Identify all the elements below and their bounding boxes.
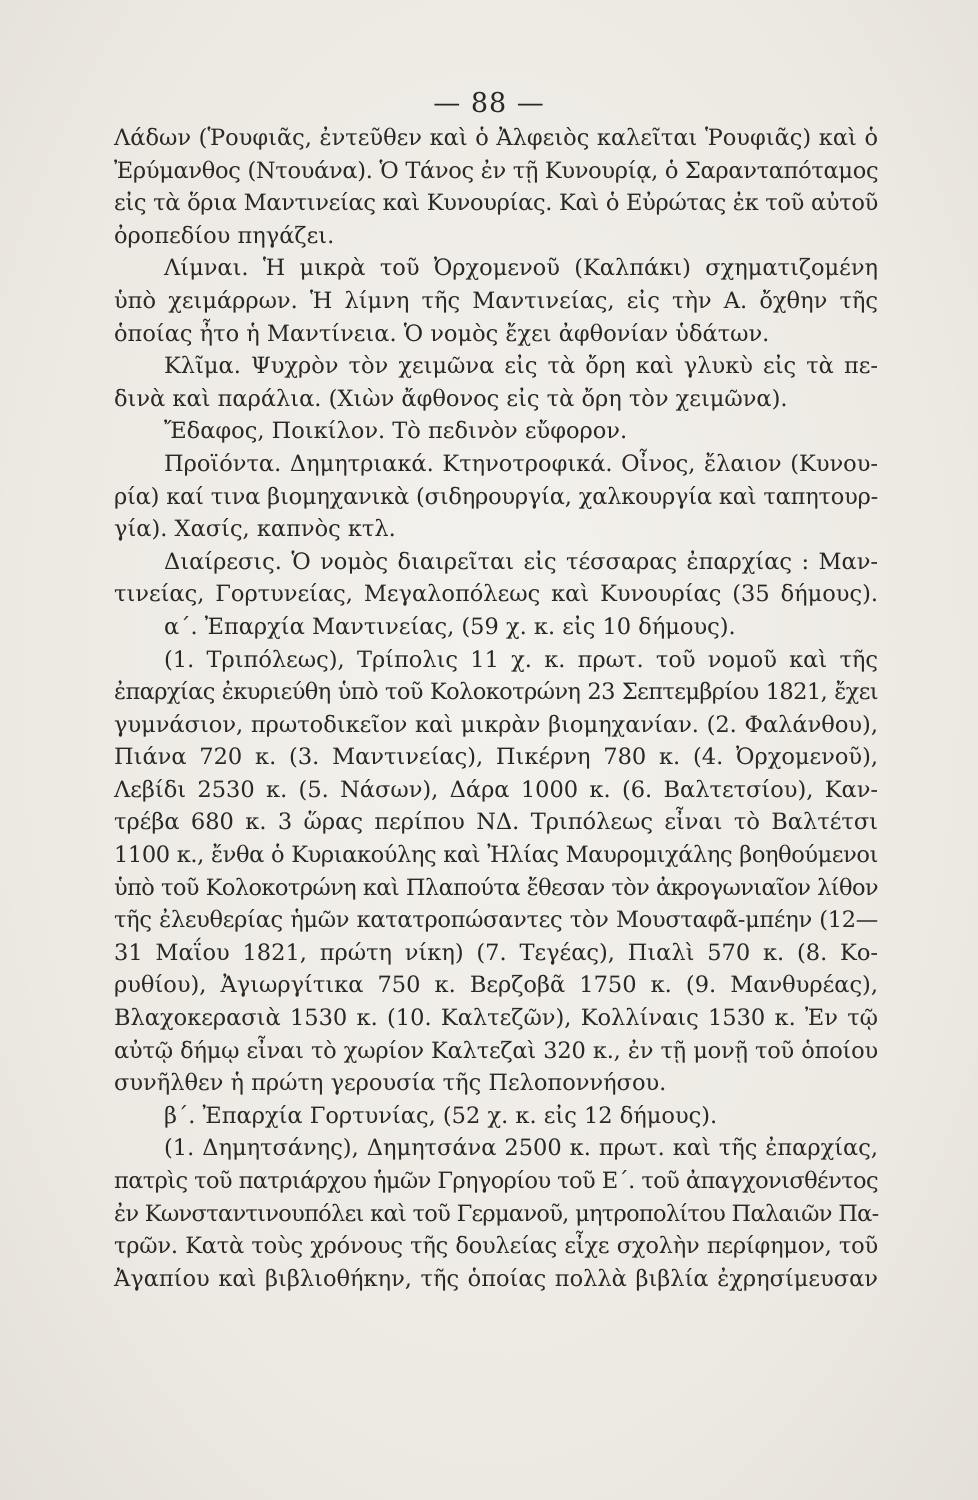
text-line: γυμνάσιον, πρωτοδικεῖον καὶ μικρὰν βιομηχανίαν. (2. Φαλάνθου), [114, 711, 878, 738]
section-limnai: Λίμναι. Ἡ μικρὰ τοῦ Ὀρχομενοῦ (Καλπάκι) σχηματιζομένη [164, 255, 878, 282]
section-edafos: Ἔδαφος, Ποικίλον. Τὸ πεδινὸν εὔφορον. [164, 418, 628, 445]
text-line: πατρὶς τοῦ πατριάρχου ἡμῶν Γρηγορίου τοῦ Ε΄. τοῦ ἀπαγχονισθέντος [114, 1168, 878, 1194]
text-line: τινείας, Γορτυνείας, Μεγαλοπόλεως καὶ Κυνουρίας (35 δήμους). [114, 581, 878, 608]
text-line: γία). Χασίς, καπνὸς κτλ. [114, 516, 396, 543]
text-line: Ἀγαπίου καὶ βιβλιοθήκην, τῆς ὁποίας πολλὰ βιβλία ἐχρησίμευσαν [114, 1265, 878, 1292]
text-line: 1100 κ., ἔνθα ὁ Κυριακούλης καὶ Ἠλίας Μαυρομιχάλης βοηθούμενοι [114, 842, 878, 869]
section-diairesis: Διαίρεσις. Ὁ νομὸς διαιρεῖται εἰς τέσσαρας ἐπαρχίας : Μαν- [164, 548, 878, 575]
text-line: τρῶν. Κατὰ τοὺς χρόνους τῆς δουλείας εἶχε σχολὴν περίφημον, τοῦ [114, 1233, 878, 1260]
text-line: ὀροπεδίου πηγάζει. [114, 222, 335, 249]
text-line: ὑπὸ χειμάρρων. Ἡ λίμνη τῆς Μαντινείας, εἰς τὴν Α. ὄχθην τῆς [114, 287, 878, 314]
page-number: — 88 — [433, 88, 545, 119]
text-line: Πιάνα 720 κ. (3. Μαντινείας), Πικέρνη 780 κ. (4. Ὀρχομενοῦ), [114, 744, 878, 771]
body-text [114, 122, 878, 1295]
text-line: συνῆλθεν ἡ πρώτη γερουσία τῆς Πελοποννήσου. [114, 1070, 667, 1097]
text-line: αὐτῷ δήμῳ εἶναι τὸ χωρίον Καλτεζαὶ 320 κ., ἐν τῇ μονῇ τοῦ ὁποίου [114, 1037, 878, 1064]
text-line: Λεβίδι 2530 κ. (5. Νάσων), Δάρα 1000 κ. (6. Βαλτετσίου), Καν- [114, 776, 878, 803]
text-line: τρέβα 680 κ. 3 ὥρας περίπου ΝΔ. Τριπόλεως εἶναι τὸ Βαλτέτσι [114, 809, 878, 836]
text-line: ἐπαρχίας ἐκυριεύθη ὑπὸ τοῦ Κολοκοτρώνη 23 Σεπτεμβρίου 1821, ἔχει [114, 679, 878, 706]
text-line: Ἐρύμανθος (Ντουάνα). Ὁ Τάνος ἐν τῇ Κυνουρίᾳ, ὁ Σαρανταπόταμος [114, 157, 879, 184]
text-line: ὑπὸ τοῦ Κολοκοτρώνη καὶ Πλαπούτα ἔθεσαν τὸν ἀκρογωνιαῖον λίθον [114, 874, 878, 901]
section-klima: Κλῖμα. Ψυχρὸν τὸν χειμῶνα εἰς τὰ ὄρη καὶ γλυκὺ εἰς τὰ πε- [164, 353, 878, 380]
text-line: (1. Δημητσάνης), Δημητσάνα 2500 κ. πρωτ. καὶ τῆς ἐπαρχίας, [164, 1135, 878, 1162]
text-line: Βλαχοκερασιὰ 1530 κ. (10. Καλτεζῶν), Κολλίναις 1530 κ. Ἐν τῷ [114, 1005, 878, 1032]
text-line: (1. Τριπόλεως), Τρίπολις 11 χ. κ. πρωτ. τοῦ νομοῦ καὶ τῆς [164, 646, 878, 673]
text-line: ἐν Κωνσταντινουπόλει καὶ τοῦ Γερμανοῦ, μητροπολίτου Παλαιῶν Πα- [114, 1200, 879, 1227]
heading-eparchia-gortynias: β΄. Ἐπαρχία Γορτυνίας, (52 χ. κ. εἰς 12 δήμους). [164, 1102, 718, 1129]
text-line: τῆς ἐλευθερίας ἡμῶν κατατροπώσαντες τὸν Μουσταφᾶ-μπέην (12— [114, 907, 878, 934]
text-line: ὁποίας ἦτο ἡ Μαντίνεια. Ὁ νομὸς ἔχει ἀφθονίαν ὑδάτων. [114, 320, 770, 347]
text-line: εἰς τὰ ὅρια Μαντινείας καὶ Κυνουρίας. Καὶ ὁ Εὐρώτας ἐκ τοῦ αὐτοῦ [114, 190, 878, 217]
section-proionta: Προϊόντα. Δημητριακά. Κτηνοτροφικά. Οἶνος, ἔλαιον (Κυνου- [164, 450, 878, 477]
text-line: ρυθίου), Ἀγιωργίτικα 750 κ. Βερζοβᾶ 1750 κ. (9. Μανθυρέας), [114, 972, 878, 999]
text-line: Λάδων (Ῥουφιᾶς, ἐντεῦθεν καὶ ὁ Ἀλφειὸς καλεῖται Ῥουφιᾶς) καὶ ὁ [114, 125, 878, 151]
text-line: ρία) καί τινα βιομηχανικὰ (σιδηρουργία, χαλκουργία καὶ ταπητουρ- [114, 483, 878, 510]
text-line: δινὰ καὶ παράλια. (Χιὼν ἄφθονος εἰς τὰ ὄρη τὸν χειμῶνα). [114, 385, 788, 412]
text-line: 31 Μαΐου 1821, πρώτη νίκη) (7. Τεγέας), Πιαλὶ 570 κ. (8. Κο- [114, 939, 878, 966]
heading-eparchia-mantineias: α΄. Ἐπαρχία Μαντινείας, (59 χ. κ. εἰς 10 δήμους). [164, 613, 736, 640]
